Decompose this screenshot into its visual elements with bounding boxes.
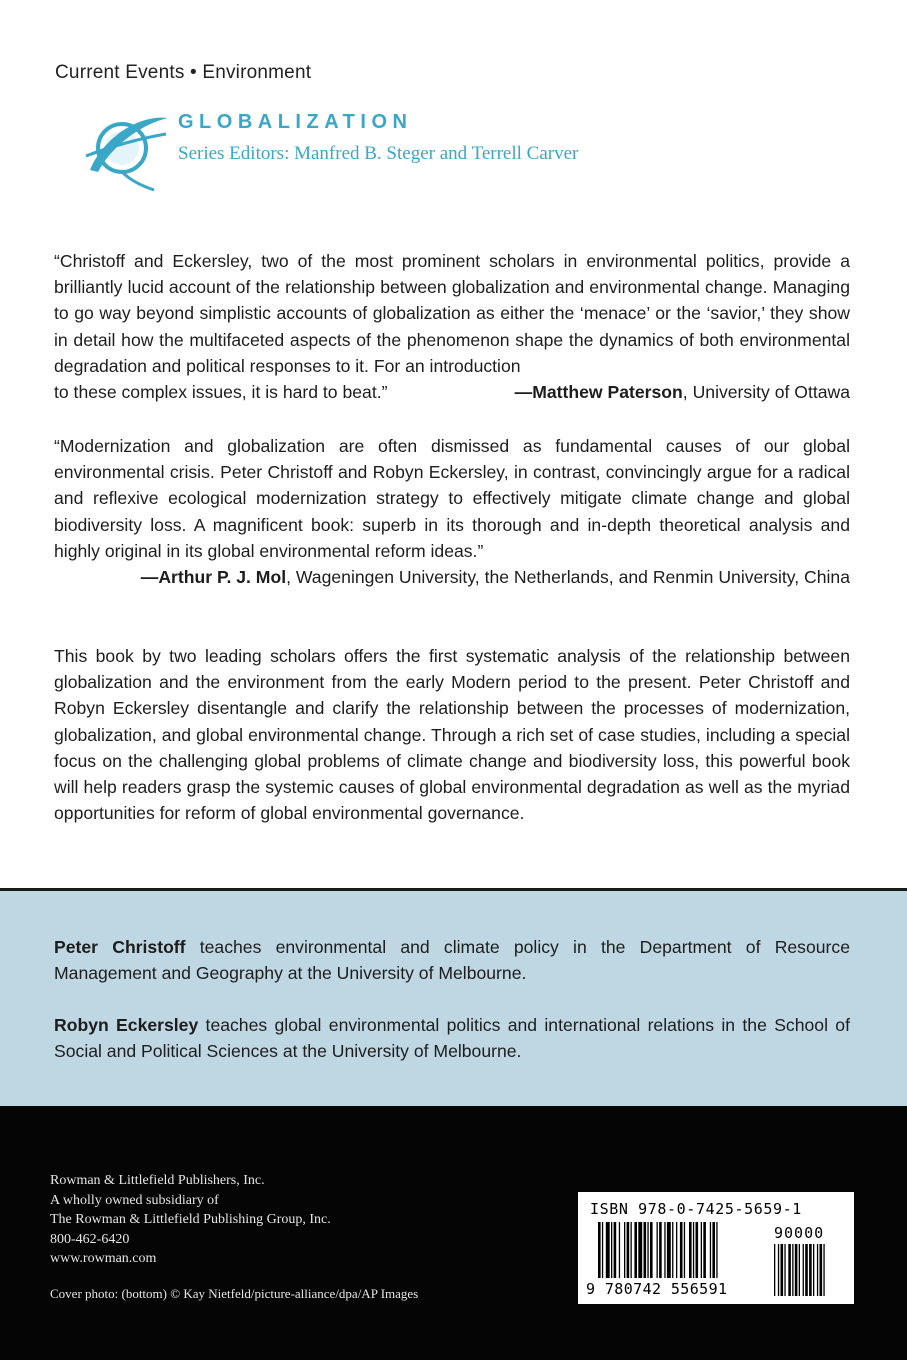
barcode-bar bbox=[799, 1244, 800, 1296]
barcode-bar bbox=[712, 1222, 715, 1278]
barcode-bar bbox=[774, 1244, 775, 1296]
cover-photo-credit: Cover photo: (bottom) © Kay Nietfeld/picture-alliance/dpa/AP Images bbox=[50, 1286, 419, 1301]
series-title: GLOBALIZATION bbox=[178, 111, 413, 133]
author-bio bbox=[54, 934, 850, 986]
quote-author: Matthew Paterson bbox=[532, 382, 683, 403]
publisher-phone: 800-462-6420 bbox=[50, 1231, 130, 1247]
barcode-bar bbox=[696, 1222, 699, 1278]
quote-author: Arthur P. J. Mol bbox=[158, 567, 287, 588]
barcode-bar bbox=[631, 1222, 632, 1278]
footer-band bbox=[0, 1106, 907, 1360]
barcode-bar bbox=[805, 1244, 808, 1296]
author-bio-text: teaches global environmental politics and international relations in the School of Social and Political Sciences at the University of Melbourne. bbox=[54, 1015, 850, 1062]
barcode-bar bbox=[672, 1222, 673, 1278]
barcode-bar bbox=[689, 1222, 692, 1278]
author-name: Peter Christoff bbox=[54, 937, 186, 957]
barcode-bar bbox=[813, 1244, 814, 1296]
book-description: This book by two leading scholars offers the first systematic analysis of the relationship between globalization and the environment from the early Modern period to the present. Peter Christoff and Robyn Eckersley disentangle and clarify the relationship between the processes of modernization, globalization, and global environmental change. Through a rich set of case studies, including a special focus on the challenging global problems of climate change and biodiversity loss, this powerful book will help readers grasp the systemic causes of global environmental degradation as well as the myriad opportunities for reform of global environmental governance. bbox=[54, 646, 850, 824]
publisher-info bbox=[50, 1171, 331, 1269]
barcode-bar bbox=[703, 1222, 706, 1278]
isbn-number: ISBN 978-0-7425-5659-1 bbox=[590, 1200, 802, 1218]
endorsement-quote-1 bbox=[54, 248, 850, 405]
quote-attribution bbox=[54, 564, 850, 590]
barcode-bar bbox=[684, 1222, 685, 1278]
barcode-bar bbox=[650, 1222, 653, 1278]
quote-text: “Christoff and Eckersley, two of the most prominent scholars in environmental politics, provide a brilliantly lucid account of the relationship between globalization and environmental change. Managing to go way beyond simplistic accounts of globalization as either the ‘menace’ or the ‘savior,’ they show in detail how the multifaceted aspects of the phenomenon shape the dynamics of both environmental degradation and political responses to it. For an introduction bbox=[54, 251, 850, 376]
barcode-bar bbox=[619, 1222, 620, 1278]
barcode-bar bbox=[795, 1244, 798, 1296]
barcode-bar bbox=[803, 1244, 804, 1296]
publisher-parent: The Rowman & Littlefield Publishing Group, Inc. bbox=[50, 1212, 331, 1227]
barcode-bar bbox=[680, 1222, 683, 1278]
barcode-bar bbox=[823, 1244, 824, 1296]
barcode-bar bbox=[602, 1222, 603, 1278]
globe-orbit-logo-icon bbox=[82, 100, 172, 192]
endorsement-quote-2 bbox=[54, 433, 850, 590]
barcode-bar bbox=[693, 1222, 694, 1278]
quote-attribution-line bbox=[54, 379, 850, 405]
publisher-subsidiary: A wholly owned subsidiary of bbox=[50, 1192, 219, 1208]
barcode-bar bbox=[809, 1244, 812, 1296]
barcode-bar bbox=[598, 1222, 601, 1278]
barcode-bar bbox=[792, 1244, 793, 1296]
barcode-bar bbox=[716, 1222, 717, 1278]
barcode-bar bbox=[638, 1222, 642, 1278]
author-bio bbox=[54, 1012, 850, 1064]
barcode-bar bbox=[710, 1222, 711, 1278]
barcode-bar bbox=[611, 1222, 612, 1278]
barcode-bar bbox=[627, 1222, 630, 1278]
quote-affiliation: , University of Ottawa bbox=[682, 382, 850, 403]
author-bio-text: teaches environmental and climate policy in the Department of Resource Management and Geography at the University of Melbourne. bbox=[54, 937, 850, 984]
barcode-bar bbox=[647, 1222, 648, 1278]
quote-text: “Modernization and globalization are often dismissed as fundamental causes of our global environmental crisis. Peter Christoff and Robyn Eckersley, in contrast, convincingly argue for a radical and reflexive ecological modernization strategy to effectively mitigate climate change and global biodiversity loss. A magnificent book: superb in its thorough and in-depth theoretical analysis and highly original in its global environmental reform ideas.” bbox=[54, 436, 850, 561]
barcode-bar bbox=[820, 1244, 823, 1296]
barcode-bar bbox=[664, 1222, 665, 1278]
price-code: 90000 bbox=[774, 1224, 825, 1242]
barcode-bar bbox=[657, 1222, 658, 1278]
barcode-bar bbox=[781, 1244, 784, 1296]
barcode-bar bbox=[614, 1222, 617, 1278]
quote-affiliation: , Wageningen University, the Netherlands, and Renmin University, China bbox=[286, 567, 850, 588]
publisher-website: www.rowman.com bbox=[50, 1251, 157, 1266]
barcode-bar bbox=[667, 1222, 671, 1278]
author-name: Robyn Eckersley bbox=[54, 1015, 199, 1035]
quote-dash: — bbox=[140, 567, 159, 588]
barcode-bar bbox=[624, 1222, 625, 1278]
quote-attribution bbox=[515, 379, 850, 405]
author-bio-band bbox=[0, 888, 907, 1106]
publisher-name: Rowman & Littlefield Publishers, Inc. bbox=[50, 1173, 265, 1188]
barcode-bar bbox=[659, 1222, 662, 1278]
barcode-bar bbox=[644, 1222, 647, 1278]
category-label: Current Events • Environment bbox=[55, 62, 312, 83]
quote-last-line: to these complex issues, it is hard to beat.” bbox=[54, 382, 388, 403]
quote-dash: — bbox=[514, 382, 533, 403]
series-editors: Series Editors: Manfred B. Steger and Terrell Carver bbox=[178, 143, 579, 164]
barcode-bar bbox=[784, 1244, 785, 1296]
barcode-bar bbox=[817, 1244, 818, 1296]
barcode-bar bbox=[634, 1222, 637, 1278]
barcode-digits: 9 780742 556591 bbox=[586, 1280, 728, 1298]
isbn-barcode bbox=[578, 1192, 854, 1304]
barcode-bar bbox=[701, 1222, 702, 1278]
barcode-bar bbox=[606, 1222, 610, 1278]
barcode-bar bbox=[788, 1244, 791, 1296]
barcode-bar bbox=[778, 1244, 779, 1296]
barcode-bar bbox=[676, 1222, 677, 1278]
